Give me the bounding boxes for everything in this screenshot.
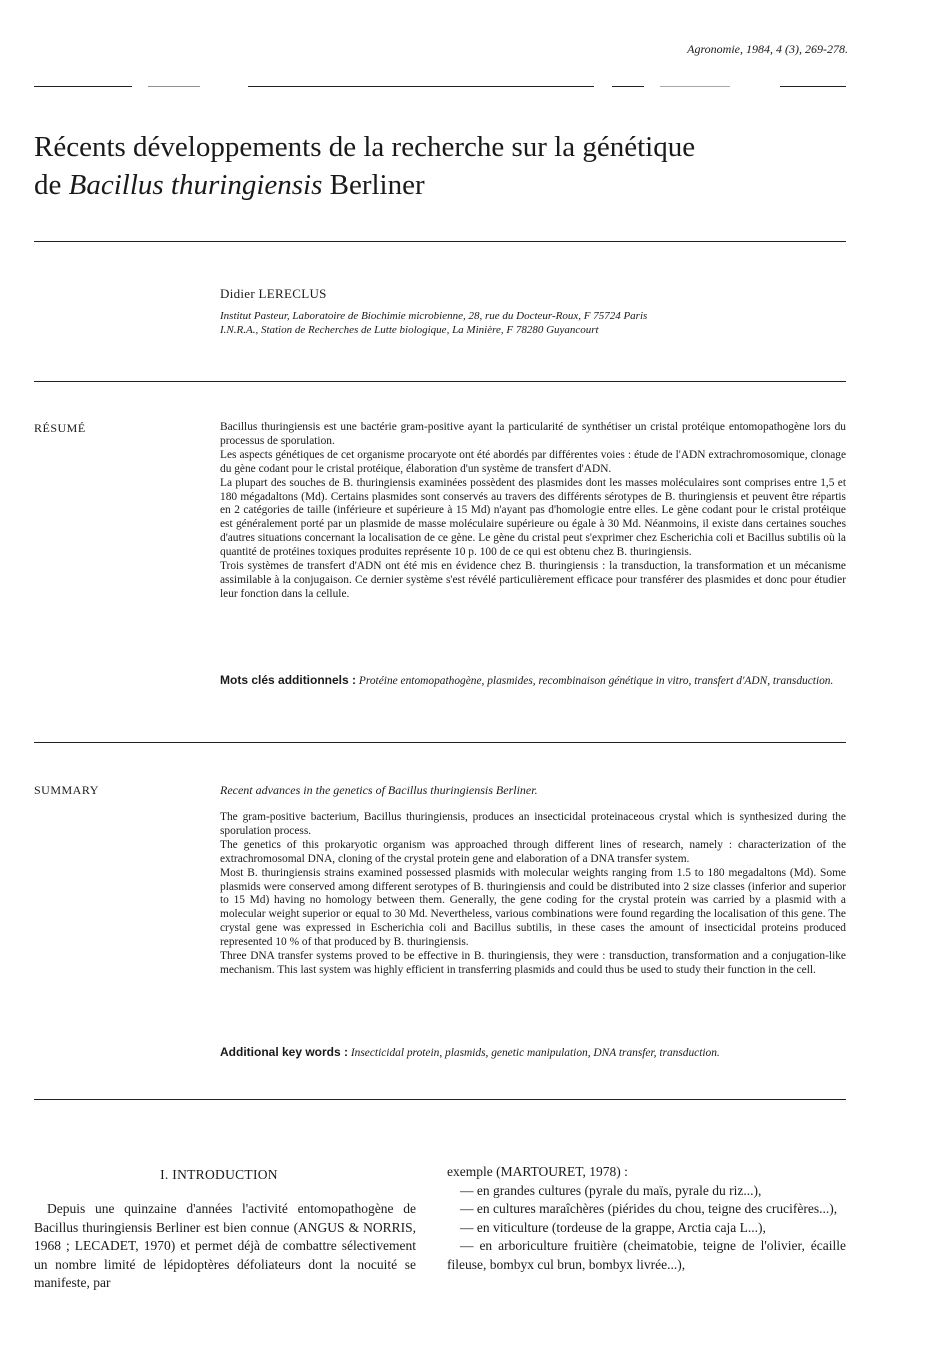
- summary-body: [220, 811, 846, 978]
- resume-p3: La plupart des souches de B. thuringiensis examinées possèdent des plasmides dont les masses moléculaires sont comprises entre 1,5 et 180 mégadaltons (Md). Certains plasmides sont conservés au travers des différents sérotypes de B. thuringiensis et peuvent être répartis en 2 catégories de taille (inférieure et supérieure à 15 Md) n'ayant pas d'homologie entre elles. Le gène codant pour le cristal protéique est généralement porté par un plasmide de masse moléculaire supérieure ou égale à 30 Md. Néanmoins, il existe dans certaines souches d'autres situations concernant la localisation de ce gène. Le gène du cristal peut s'exprimer chez Escherichia coli et Bacillus subtilis où la quantité de protéines toxiques produites représente 10 p. 100 de ce qui est obtenu chez B. thuringiensis.: [220, 476, 846, 559]
- summary-kw-label: Additional key words :: [220, 1045, 349, 1059]
- resume-body: [220, 421, 846, 602]
- title-rule: [34, 241, 846, 242]
- summary-p2: The genetics of this prokaryotic organism was approached through different lines of research, namely : characterization of the extrachromosomal DNA, cloning of the crystal protein gene and elaboration of a DNA transfer system.: [220, 838, 846, 865]
- summary-p3: Most B. thuringiensis strains examined possessed plasmids with molecular weights ranging from 1.5 to 180 megadaltons (Md). Some plasmids were conserved among different serotypes of B. thuringiensis and could be distributed into 2 size classes (inferior and superior to 15 Md) having no homology between them. Generally, the gene coding for the crystal protein was carried by a plasmid with a molecular weight superior or equal to 30 Md. Nevertheless, various combinations were found regarding the localisation of this gene. The crystal gene was expressed in Escherichia coli and Bacillus subtilis, in these cases the amount of insecticidal proteins produced represented 10 % of that produced by B. thuringiensis.: [220, 866, 846, 949]
- author-rule: [34, 381, 846, 382]
- intro-left-p1: Depuis une quinzaine d'années l'activité entomopathogène de Bacillus thuringiensis Berliner est bien connue (ANGUS & NORRIS, 1968 ; LECADET, 1970) et permet déjà de combattre sélectivement un nombre limité de lépidoptères défoliateurs dont la nocuité se manifeste, par: [34, 1201, 416, 1291]
- intro-right-line-5: — en arboriculture fruitière (cheimatobie, teigne de l'olivier, écaille fileuse, bombyx cul brun, bombyx livrée...),: [447, 1238, 846, 1272]
- journal-citation: Agronomie, 1984, 4 (3), 269-278.: [687, 42, 848, 56]
- article-title: [34, 128, 874, 204]
- affiliation-1: Institut Pasteur, Laboratoire de Biochimie microbienne, 28, rue du Docteur-Roux, F 75724 Paris: [220, 310, 648, 322]
- resume-kw-label: Mots clés additionnels :: [220, 673, 357, 687]
- resume-p4: Trois systèmes de transfert d'ADN ont été mis en évidence chez B. thuringiensis : la transduction, la transformation et un mécanisme assimilable à la conjugaison. Ce dernier système s'est révélé particulièrement efficace pour transférer des plasmides et donc pour étudier leur fonction dans la cellule.: [220, 560, 846, 600]
- title-line-1: Récents développements de la recherche sur la génétique: [34, 131, 696, 163]
- resume-rule: [34, 742, 846, 743]
- summary-keywords: [220, 1045, 846, 1060]
- intro-right-line-1: exemple (MARTOURET, 1978) :: [447, 1164, 628, 1179]
- resume-keywords: [220, 673, 846, 688]
- title-species: Bacillus thuringiensis: [68, 169, 323, 201]
- resume-p2: Les aspects génétiques de cet organisme procaryote ont été abordés par différentes voies : étude de l'ADN extrachromosomique, clonage du gène codant pour le cristal protéique, élaboration d'un système de transfert d'ADN.: [220, 448, 846, 475]
- resume-p1: Bacillus thuringiensis est une bactérie gram-positive ayant la particularité de synthétiser un cristal protéique entomopathogène lors du processus de sporulation.: [220, 421, 846, 447]
- summary-p4: Three DNA transfer systems proved to be effective in B. thuringiensis, they were : transduction, transformation and a conjugation-like mechanism. This last system was highly efficient in transferring plasmids and could thus be used to study their function in the cell.: [220, 950, 846, 976]
- affiliations: [220, 309, 820, 337]
- summary-rule: [34, 1099, 846, 1100]
- summary-title: Recent advances in the genetics of Bacillus thuringiensis Berliner.: [220, 783, 538, 797]
- intro-right-line-2: — en grandes cultures (pyrale du maïs, pyrale du riz...),: [460, 1182, 762, 1198]
- intro-right-line-3: — en cultures maraîchères (piérides du chou, teigne des crucifères...),: [460, 1201, 838, 1217]
- introduction-heading: I. INTRODUCTION: [160, 1167, 278, 1182]
- intro-right-line-4: — en viticulture (tordeuse de la grappe, Arctia caja L...),: [460, 1219, 766, 1235]
- title-line-2-pre: de: [34, 169, 69, 201]
- summary-p1: The gram-positive bacterium, Bacillus thuringiensis, produces an insecticidal proteinaceous crystal which is synthesized during the sporulation process.: [220, 811, 846, 837]
- title-line-2-post: Berliner: [322, 169, 425, 201]
- intro-right-column: [447, 1163, 846, 1275]
- resume-label: RÉSUMÉ: [34, 421, 86, 435]
- intro-left-column: [34, 1200, 416, 1293]
- affiliation-2: I.N.R.A., Station de Recherches de Lutte biologique, La Minière, F 78280 Guyancourt: [220, 324, 599, 336]
- summary-kw-text: Insecticidal protein, plasmids, genetic manipulation, DNA transfer, transduction.: [350, 1047, 720, 1059]
- resume-kw-text: Protéine entomopathogène, plasmides, recombinaison génétique in vitro, transfert d'ADN, transduction.: [358, 675, 834, 687]
- author-name: Didier LERECLUS: [220, 286, 327, 301]
- summary-label: SUMMARY: [34, 783, 99, 797]
